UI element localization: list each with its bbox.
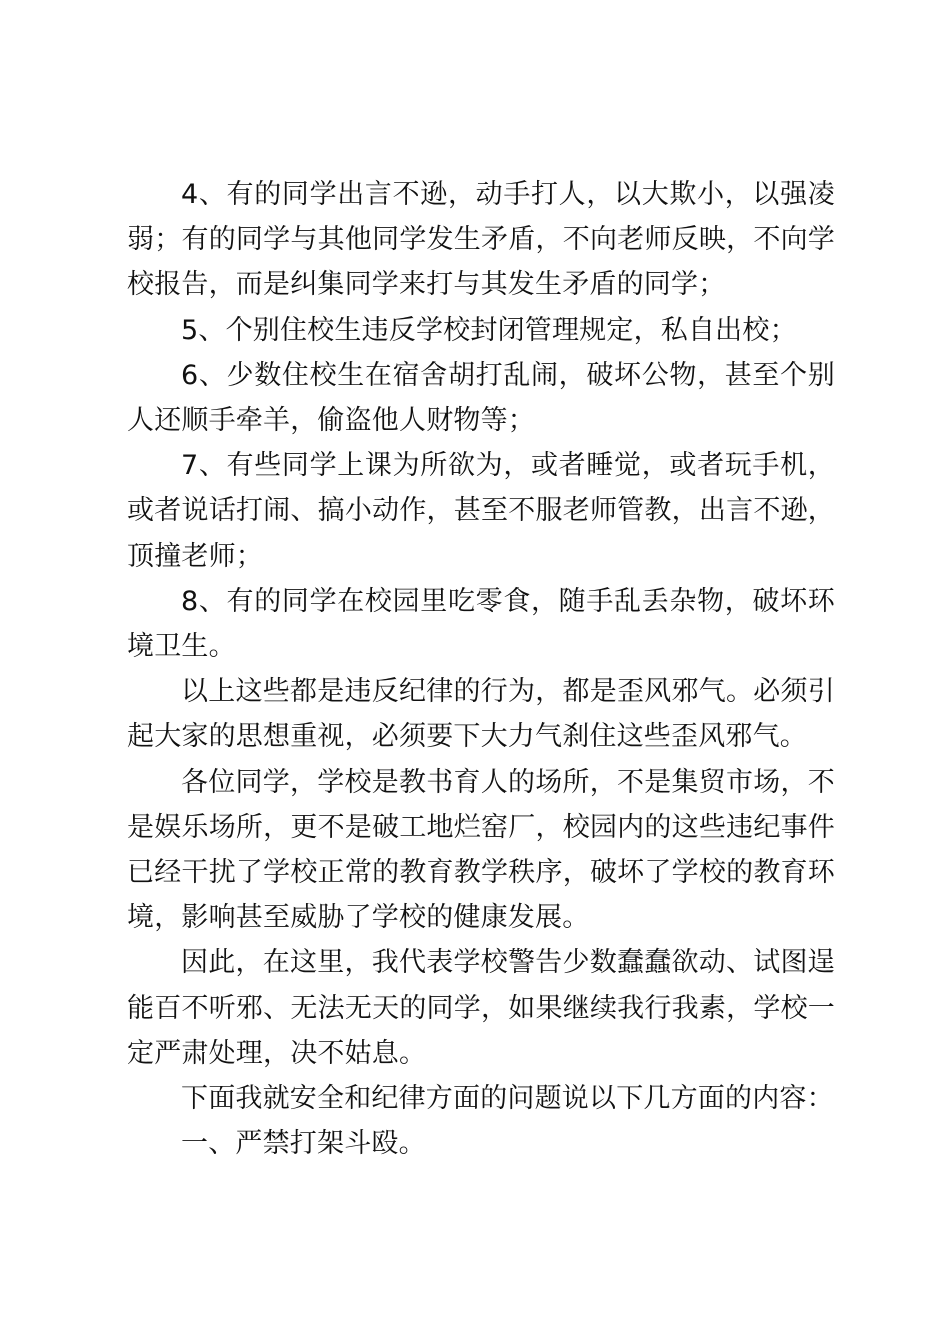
paragraph-item-5: 5、个别住校生违反学校封闭管理规定，私自出校； [181, 314, 797, 346]
paragraph-item-6: 6、少数住校生在宿舍胡打乱闹，破坏公物，甚至个别人还顺手牵羊，偷盗他人财物等； [127, 359, 835, 437]
paragraph-item-4: 4、有的同学出言不逊，动手打人，以大欺小，以强凌弱；有的同学与其他同学发生矛盾，不向老师反映，不向学校报告，而是纠集同学来打与其发生矛盾的同学； [127, 179, 835, 301]
paragraph-item-8: 8、有的同学在校园里吃零食，随手乱丢杂物，破坏环境卫生。 [127, 585, 835, 663]
paragraph-school-purpose: 各位同学，学校是教书育人的场所，不是集贸市场，不是娱乐场所，更不是破工地烂窑厂，校园内的这些违纪事件已经干扰了学校正常的教育教学秩序，破坏了学校的教育环境，影响甚至威胁了学校的健康发展。 [127, 766, 835, 934]
paragraph-item-7: 7、有些同学上课为所欲为，或者睡觉，或者玩手机，或者说话打闹、搞小动作，甚至不服老师管教，出言不逊，顶撞老师； [127, 450, 835, 572]
document-body [127, 172, 835, 1166]
paragraph-warning: 因此，在这里，我代表学校警告少数蠢蠢欲动、试图逞能百不听邪、无法无天的同学，如果继续我行我素，学校一定严肃处理，决不姑息。 [127, 947, 835, 1069]
paragraph-intro-topics: 下面我就安全和纪律方面的问题说以下几方面的内容： [181, 1083, 834, 1115]
paragraph-summary: 以上这些都是违反纪律的行为，都是歪风邪气。必须引起大家的思想重视，必须要下大力气刹住这些歪风邪气。 [127, 676, 835, 753]
section-heading-no-fighting: 一、严禁打架斗殴。 [181, 1128, 426, 1160]
